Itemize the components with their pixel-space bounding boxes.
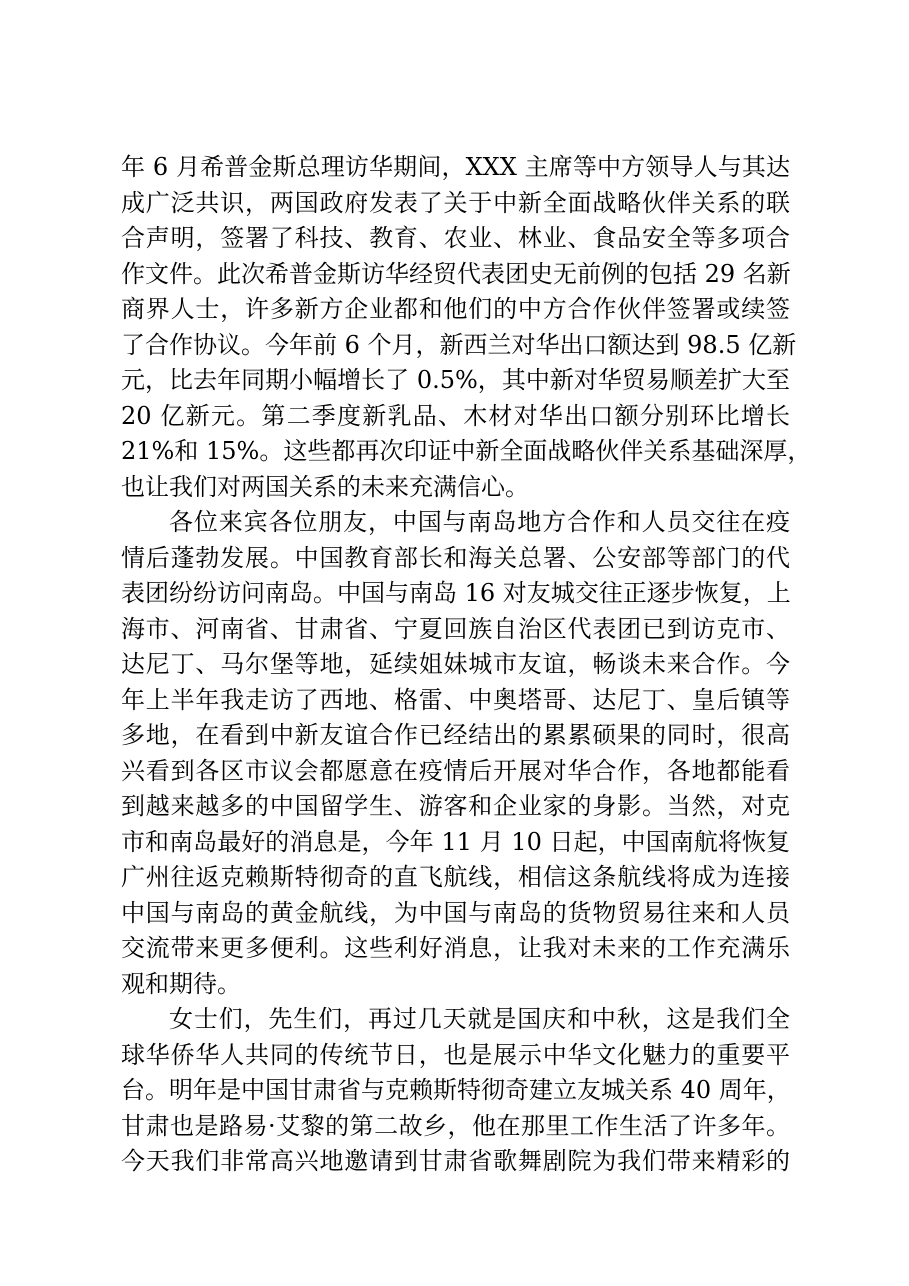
text-line: 观和期待。 (121, 969, 241, 998)
text-line: 合声明，签署了科技、教育、农业、林业、食品安全等多项合 (121, 224, 790, 252)
text-line: 成广泛共识，两国政府发表了关于中新全面战略伙伴关系的联 (121, 188, 790, 217)
text-line: 21%和 15%。这些都再次印证中新全面战略伙伴关系基础深厚， (121, 437, 812, 465)
text-line: 年 6 月希普金斯总理访华期间，XXX 主席等中方领导人与其达 (121, 153, 790, 181)
text-line: 中国与南岛的黄金航线，为中国与南岛的货物贸易往来和人员 (121, 898, 790, 927)
text-line: 情后蓬勃发展。中国教育部长和海关总署、公安部等部门的代 (121, 543, 790, 572)
text-line: 交流带来更多便利。这些利好消息，让我对未来的工作充满乐 (121, 934, 790, 962)
body-text (121, 150, 812, 1180)
text-line: 兴看到各区市议会都愿意在疫情后开展对华合作，各地都能看 (121, 756, 790, 785)
paragraph-first-line: 女士们，先生们，再过几天就是国庆和中秋，这是我们全 (169, 1005, 790, 1033)
text-line: 表团纷纷访问南岛。中国与南岛 16 对友城交往正逐步恢复，上 (121, 579, 791, 607)
text-line: 到越来越多的中国留学生、游客和企业家的身影。当然，对克 (121, 792, 790, 820)
text-line: 球华侨华人共同的传统节日，也是展示中华文化魅力的重要平 (121, 1040, 790, 1069)
text-line: 了合作协议。今年前 6 个月，新西兰对华出口额达到 98.5 亿新 (121, 330, 797, 359)
text-line: 年上半年我走访了西地、格雷、中奥塔哥、达尼丁、皇后镇等 (121, 685, 790, 714)
text-line: 台。明年是中国甘肃省与克赖斯特彻奇建立友城关系 40 周年， (121, 1076, 791, 1104)
text-line: 20 亿新元。第二季度新乳品、木材对华出口额分别环比增长 (121, 401, 790, 430)
text-line: 商界人士，许多新方企业都和他们的中方合作伙伴签署或续签 (121, 295, 790, 323)
text-line: 也让我们对两国关系的未来充满信心。 (121, 472, 529, 501)
text-line: 元，比去年同期小幅增长了 0.5%，其中新对华贸易顺差扩大至 (121, 366, 790, 394)
text-line: 今天我们非常高兴地邀请到甘肃省歌舞剧院为我们带来精彩的 (121, 1147, 790, 1175)
text-line: 作文件。此次希普金斯访华经贸代表团史无前例的包括 29 名新 (121, 259, 791, 288)
text-line: 甘肃也是路易·艾黎的第二故乡，他在那里工作生活了许多年。 (121, 1111, 790, 1140)
paragraph-first-line: 各位来宾各位朋友，中国与南岛地方合作和人员交往在疫 (169, 508, 790, 536)
text-line: 广州往返克赖斯特彻奇的直飞航线，相信这条航线将成为连接 (121, 863, 790, 891)
text-line: 海市、河南省、甘肃省、宁夏回族自治区代表团已到访克市、 (121, 614, 790, 643)
text-line: 多地，在看到中新友谊合作已经结出的累累硕果的同时，很高 (121, 721, 790, 749)
text-line: 市和南岛最好的消息是，今年 11 月 10 日起，中国南航将恢复 (121, 827, 790, 856)
text-line: 达尼丁、马尔堡等地，延续姐妹城市友谊，畅谈未来合作。今 (121, 650, 790, 678)
